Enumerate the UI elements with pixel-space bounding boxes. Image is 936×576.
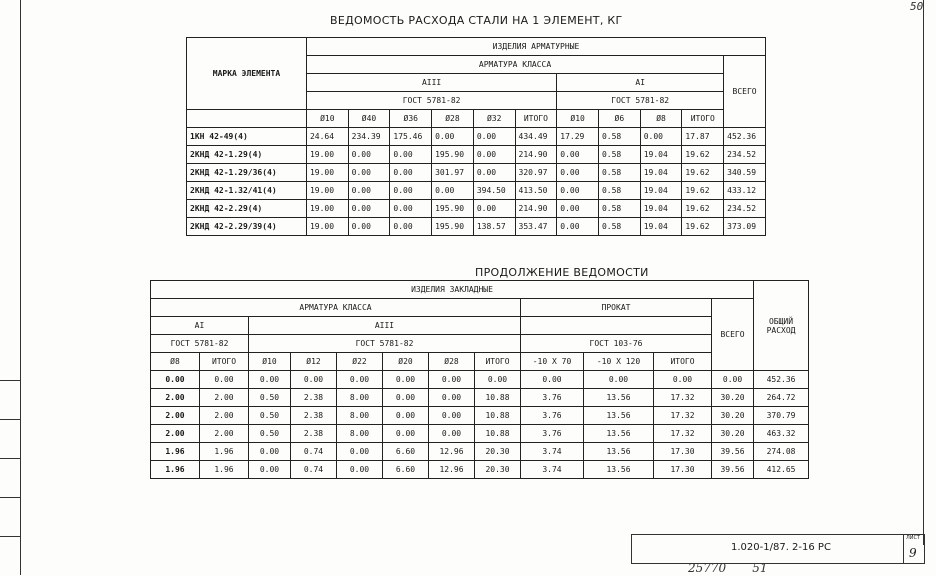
- cell-value: 195.90: [432, 146, 474, 164]
- column-header: ИТОГО: [515, 110, 557, 128]
- cell-value: 0.00: [390, 164, 432, 182]
- corner-mark: 50: [910, 0, 924, 13]
- cell-value: 19.00: [306, 218, 348, 236]
- cell-value: 0.00: [383, 371, 429, 389]
- mark-header-spacer: [187, 110, 307, 128]
- cell-value: 0.00: [557, 200, 599, 218]
- cell-value: 463.32: [754, 425, 809, 443]
- cell-value: 0.58: [598, 218, 640, 236]
- cell-value: 0.00: [473, 128, 515, 146]
- cell-value: 0.00: [432, 128, 474, 146]
- overall-header-line1: ОБЩИЙ: [768, 316, 794, 326]
- table-row: [151, 425, 809, 443]
- cell-value: 1.96: [200, 461, 249, 479]
- gost-rolled-header: ГОСТ 103-76: [521, 335, 712, 353]
- table-row: [151, 461, 809, 479]
- cell-value: 234.52: [724, 146, 766, 164]
- element-mark: 1КН 42-49(4): [187, 128, 307, 146]
- cell-value: 0.00: [249, 443, 291, 461]
- total-header: ВСЕГО: [724, 56, 766, 128]
- cell-value: 0.00: [383, 389, 429, 407]
- cell-value: 0.00: [348, 182, 390, 200]
- column-header: -10 X 70: [521, 353, 584, 371]
- cell-value: 17.32: [654, 425, 712, 443]
- cell-value: 2.00: [151, 407, 200, 425]
- column-header: Ø40: [348, 110, 390, 128]
- cell-value: 30.20: [712, 425, 754, 443]
- cell-value: 19.04: [640, 146, 682, 164]
- cell-value: 20.30: [475, 443, 521, 461]
- cell-value: 13.56: [584, 389, 654, 407]
- cell-value: 0.58: [598, 164, 640, 182]
- cell-value: 19.04: [640, 218, 682, 236]
- cell-value: 0.74: [291, 461, 337, 479]
- column-header: Ø8: [151, 353, 200, 371]
- cell-value: 0.00: [348, 218, 390, 236]
- class-a3-header-2: AIII: [249, 317, 521, 335]
- cell-value: 2.38: [291, 389, 337, 407]
- mark-header: МАРКА ЭЛЕМЕНТА: [187, 38, 307, 110]
- cell-value: 19.62: [682, 164, 724, 182]
- cell-value: 3.74: [521, 443, 584, 461]
- cell-value: 0.00: [200, 371, 249, 389]
- cell-value: 19.04: [640, 182, 682, 200]
- cell-value: 214.90: [515, 200, 557, 218]
- cell-value: 0.00: [337, 371, 383, 389]
- group-header: ИЗДЕЛИЯ АРМАТУРНЫЕ: [306, 38, 765, 56]
- cell-value: 30.20: [712, 389, 754, 407]
- cell-value: 24.64: [306, 128, 348, 146]
- cell-value: 433.12: [724, 182, 766, 200]
- cell-value: 39.56: [712, 443, 754, 461]
- gost-a1-header-2: ГОСТ 5781-82: [151, 335, 249, 353]
- total-header-2: ВСЕГО: [712, 299, 754, 371]
- cell-value: 10.88: [475, 425, 521, 443]
- cell-value: 0.00: [383, 407, 429, 425]
- cell-value: 17.30: [654, 461, 712, 479]
- class-a1-header-2: AI: [151, 317, 249, 335]
- column-header: Ø36: [390, 110, 432, 128]
- cell-value: 0.00: [521, 371, 584, 389]
- cell-value: 0.00: [473, 164, 515, 182]
- cell-value: 13.56: [584, 443, 654, 461]
- cell-value: 13.56: [584, 461, 654, 479]
- element-mark: 2КНД 42-2.29/39(4): [187, 218, 307, 236]
- cell-value: 195.90: [432, 218, 474, 236]
- handwritten-right: 51: [752, 561, 768, 575]
- gost-a1-header: ГОСТ 5781-82: [557, 92, 724, 110]
- handwritten-left: 25770: [688, 561, 727, 575]
- column-header: Ø28: [429, 353, 475, 371]
- overall-header: [754, 281, 809, 371]
- cell-value: 17.30: [654, 443, 712, 461]
- cell-value: 0.00: [390, 218, 432, 236]
- table-row: [151, 407, 809, 425]
- cell-value: 19.00: [306, 164, 348, 182]
- cell-value: 1.96: [151, 461, 200, 479]
- cell-value: 138.57: [473, 218, 515, 236]
- cell-value: 19.62: [682, 218, 724, 236]
- cell-value: 0.00: [432, 182, 474, 200]
- side-stamp-strip: [0, 380, 20, 576]
- cell-value: 0.50: [249, 407, 291, 425]
- column-header: ИТОГО: [682, 110, 724, 128]
- cell-value: 0.50: [249, 425, 291, 443]
- table-row: [151, 371, 809, 389]
- cell-value: 0.00: [473, 146, 515, 164]
- cell-value: 19.00: [306, 146, 348, 164]
- cell-value: 373.09: [724, 218, 766, 236]
- column-header: Ø10: [557, 110, 599, 128]
- cell-value: 370.79: [754, 407, 809, 425]
- table-row: [151, 389, 809, 407]
- cell-value: 13.56: [584, 407, 654, 425]
- cell-value: 0.00: [475, 371, 521, 389]
- column-header: Ø8: [640, 110, 682, 128]
- element-mark: 2КНД 42-1.32/41(4): [187, 182, 307, 200]
- cell-value: 0.00: [557, 182, 599, 200]
- cell-value: 3.76: [521, 389, 584, 407]
- cell-value: 320.97: [515, 164, 557, 182]
- cell-value: 2.00: [200, 407, 249, 425]
- cell-value: 10.88: [475, 407, 521, 425]
- cell-value: 17.29: [557, 128, 599, 146]
- cell-value: 264.72: [754, 389, 809, 407]
- cell-value: 0.00: [654, 371, 712, 389]
- table-row: [187, 182, 766, 200]
- cell-value: 175.46: [390, 128, 432, 146]
- cell-value: 19.04: [640, 164, 682, 182]
- cell-value: 0.00: [584, 371, 654, 389]
- cell-value: 412.65: [754, 461, 809, 479]
- cell-value: 10.88: [475, 389, 521, 407]
- cell-value: 2.00: [151, 389, 200, 407]
- overall-header-line2: РАСХОД: [766, 325, 796, 335]
- cell-value: 19.04: [640, 200, 682, 218]
- cell-value: 19.00: [306, 200, 348, 218]
- cell-value: 0.00: [557, 218, 599, 236]
- cell-value: 340.59: [724, 164, 766, 182]
- class-header-2: АРМАТУРА КЛАССА: [151, 299, 521, 317]
- column-header: Ø10: [306, 110, 348, 128]
- cell-value: 0.00: [348, 200, 390, 218]
- frame-right-border: [923, 0, 924, 545]
- column-header: Ø32: [473, 110, 515, 128]
- cell-value: 2.38: [291, 425, 337, 443]
- class-a1-header: AI: [557, 74, 724, 92]
- cell-value: 8.00: [337, 389, 383, 407]
- table-row: [187, 128, 766, 146]
- handwritten-numbers: [688, 561, 767, 575]
- cell-value: 452.36: [724, 128, 766, 146]
- cell-value: 12.96: [429, 461, 475, 479]
- column-header: ИТОГО: [200, 353, 249, 371]
- class-header: АРМАТУРА КЛАССА: [306, 56, 723, 74]
- rebar-table: [186, 37, 766, 236]
- cell-value: 0.00: [151, 371, 200, 389]
- cell-value: 434.49: [515, 128, 557, 146]
- cell-value: 0.74: [291, 443, 337, 461]
- gost-a3-header-2: ГОСТ 5781-82: [249, 335, 521, 353]
- embedded-parts-table: [150, 280, 809, 479]
- class-a3-header: AIII: [306, 74, 556, 92]
- cell-value: 8.00: [337, 425, 383, 443]
- cell-value: 12.96: [429, 443, 475, 461]
- cell-value: 0.00: [291, 371, 337, 389]
- cell-value: 1.96: [151, 443, 200, 461]
- cell-value: 2.00: [200, 425, 249, 443]
- cell-value: 0.00: [348, 164, 390, 182]
- cell-value: 0.00: [557, 164, 599, 182]
- cell-value: 0.00: [249, 371, 291, 389]
- cell-value: 195.90: [432, 200, 474, 218]
- cell-value: 0.00: [249, 461, 291, 479]
- cell-value: 17.87: [682, 128, 724, 146]
- continuation-title: ПРОДОЛЖЕНИЕ ВЕДОМОСТИ: [475, 266, 649, 279]
- cell-value: 0.00: [429, 389, 475, 407]
- cell-value: 17.32: [654, 389, 712, 407]
- cell-value: 0.00: [383, 425, 429, 443]
- cell-value: 413.50: [515, 182, 557, 200]
- cell-value: 301.97: [432, 164, 474, 182]
- rolled-header: ПРОКАТ: [521, 299, 712, 317]
- column-header: Ø6: [598, 110, 640, 128]
- cell-value: 19.62: [682, 182, 724, 200]
- cell-value: 6.60: [383, 443, 429, 461]
- column-header: -10 X 120: [584, 353, 654, 371]
- document-code: 1.020-1/87. 2-16 РС: [731, 542, 831, 553]
- column-header: ИТОГО: [475, 353, 521, 371]
- element-mark: 2КНД 42-1.29/36(4): [187, 164, 307, 182]
- cell-value: 0.00: [390, 146, 432, 164]
- gost-a3-header: ГОСТ 5781-82: [306, 92, 556, 110]
- cell-value: 0.00: [473, 200, 515, 218]
- sheet-label: ЛИСТ: [906, 535, 921, 541]
- cell-value: 0.00: [337, 461, 383, 479]
- table-row: [187, 146, 766, 164]
- table-row: [187, 200, 766, 218]
- cell-value: 0.00: [390, 200, 432, 218]
- cell-value: 1.96: [200, 443, 249, 461]
- cell-value: 0.58: [598, 182, 640, 200]
- column-header: Ø20: [383, 353, 429, 371]
- cell-value: 6.60: [383, 461, 429, 479]
- cell-value: 0.58: [598, 146, 640, 164]
- cell-value: 2.38: [291, 407, 337, 425]
- column-header: ИТОГО: [654, 353, 712, 371]
- cell-value: 19.00: [306, 182, 348, 200]
- cell-value: 2.00: [200, 389, 249, 407]
- cell-value: 353.47: [515, 218, 557, 236]
- cell-value: 13.56: [584, 425, 654, 443]
- cell-value: 8.00: [337, 407, 383, 425]
- cell-value: 0.00: [390, 182, 432, 200]
- rolled-blank: [521, 317, 712, 335]
- document-title: ВЕДОМОСТЬ РАСХОДА СТАЛИ НА 1 ЭЛЕМЕНТ, КГ: [330, 14, 623, 27]
- sheet-number: 9: [909, 546, 917, 560]
- cell-value: 274.08: [754, 443, 809, 461]
- cell-value: 0.00: [712, 371, 754, 389]
- cell-value: 0.00: [429, 407, 475, 425]
- cell-value: 234.39: [348, 128, 390, 146]
- cell-value: 17.32: [654, 407, 712, 425]
- column-header: Ø12: [291, 353, 337, 371]
- element-mark: 2КНД 42-2.29(4): [187, 200, 307, 218]
- cell-value: 19.62: [682, 200, 724, 218]
- column-header: Ø28: [432, 110, 474, 128]
- column-header: Ø22: [337, 353, 383, 371]
- cell-value: 452.36: [754, 371, 809, 389]
- cell-value: 0.58: [598, 128, 640, 146]
- cell-value: 0.00: [557, 146, 599, 164]
- cell-value: 39.56: [712, 461, 754, 479]
- cell-value: 234.52: [724, 200, 766, 218]
- table-row: [151, 443, 809, 461]
- cell-value: 3.74: [521, 461, 584, 479]
- cell-value: 0.50: [249, 389, 291, 407]
- cell-value: 30.20: [712, 407, 754, 425]
- cell-value: 214.90: [515, 146, 557, 164]
- element-mark: 2КНД 42-1.29(4): [187, 146, 307, 164]
- table-row: [187, 164, 766, 182]
- frame-left-border: [20, 0, 21, 575]
- cell-value: 394.50: [473, 182, 515, 200]
- cell-value: 0.00: [348, 146, 390, 164]
- column-header: Ø10: [249, 353, 291, 371]
- table-row: [187, 218, 766, 236]
- cell-value: 3.76: [521, 407, 584, 425]
- cell-value: 20.30: [475, 461, 521, 479]
- cell-value: 2.00: [151, 425, 200, 443]
- cell-value: 3.76: [521, 425, 584, 443]
- cell-value: 0.00: [337, 443, 383, 461]
- cell-value: 0.00: [429, 371, 475, 389]
- cell-value: 0.58: [598, 200, 640, 218]
- cell-value: 0.00: [640, 128, 682, 146]
- cell-value: 0.00: [429, 425, 475, 443]
- cell-value: 19.62: [682, 146, 724, 164]
- group-header-2: ИЗДЕЛИЯ ЗАКЛАДНЫЕ: [151, 281, 754, 299]
